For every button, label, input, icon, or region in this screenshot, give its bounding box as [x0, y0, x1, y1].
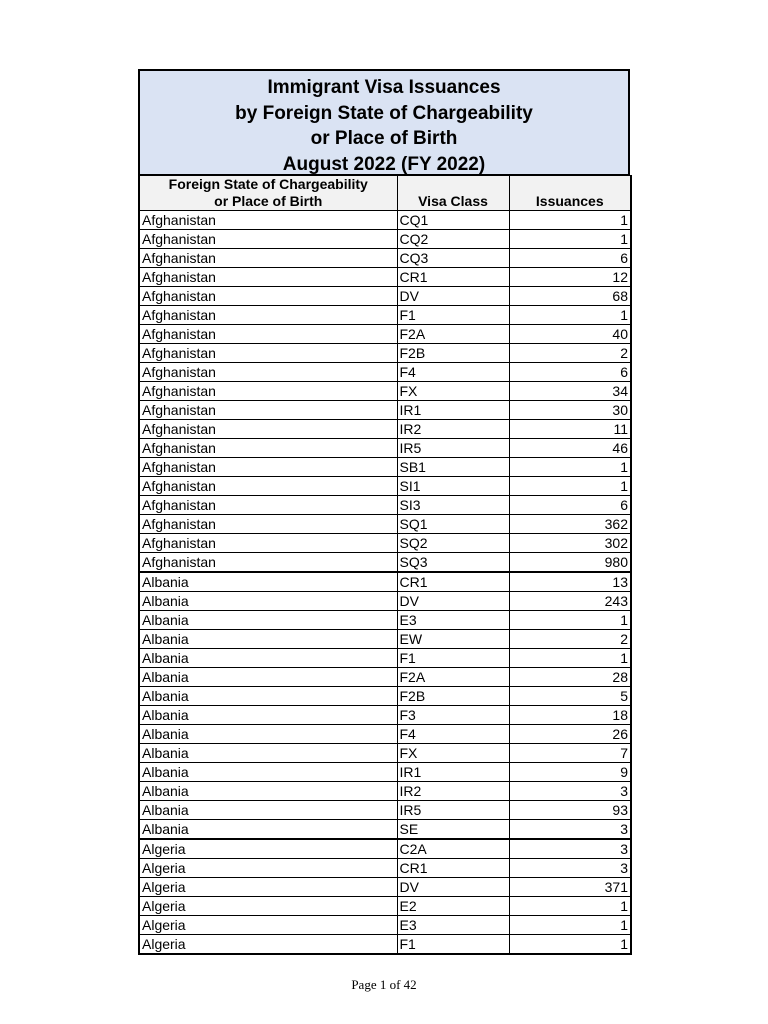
table-row: [139, 363, 631, 382]
cell-state: Albania: [139, 592, 397, 611]
table-row: [139, 306, 631, 325]
cell-issuances: 1: [509, 211, 631, 230]
cell-visa-class: IR5: [397, 801, 509, 820]
cell-state: Albania: [139, 611, 397, 630]
table-row: [139, 439, 631, 458]
cell-issuances: 1: [509, 935, 631, 955]
table-row: [139, 401, 631, 420]
cell-state: Albania: [139, 744, 397, 763]
table-row: [139, 897, 631, 916]
cell-visa-class: IR1: [397, 763, 509, 782]
table-row: [139, 878, 631, 897]
cell-state: Algeria: [139, 839, 397, 859]
table-row: [139, 706, 631, 725]
cell-visa-class: E3: [397, 611, 509, 630]
cell-state: Algeria: [139, 878, 397, 897]
cell-issuances: 6: [509, 249, 631, 268]
table-row: [139, 763, 631, 782]
cell-visa-class: CQ1: [397, 211, 509, 230]
cell-state: Algeria: [139, 859, 397, 878]
cell-visa-class: FX: [397, 744, 509, 763]
cell-state: Albania: [139, 706, 397, 725]
cell-visa-class: CR1: [397, 268, 509, 287]
cell-visa-class: F2B: [397, 687, 509, 706]
cell-visa-class: CQ3: [397, 249, 509, 268]
cell-visa-class: IR5: [397, 439, 509, 458]
table-row: [139, 325, 631, 344]
cell-visa-class: F1: [397, 935, 509, 955]
column-header-visa-class: Visa Class: [397, 176, 509, 211]
cell-state: Afghanistan: [139, 534, 397, 553]
cell-issuances: 34: [509, 382, 631, 401]
cell-issuances: 11: [509, 420, 631, 439]
cell-visa-class: CR1: [397, 859, 509, 878]
table-row: [139, 534, 631, 553]
cell-state: Algeria: [139, 916, 397, 935]
table-row: [139, 496, 631, 515]
cell-visa-class: SQ2: [397, 534, 509, 553]
cell-issuances: 2: [509, 344, 631, 363]
table-row: [139, 420, 631, 439]
cell-state: Afghanistan: [139, 325, 397, 344]
issuance-table: [138, 175, 632, 955]
cell-state: Albania: [139, 801, 397, 820]
cell-issuances: 1: [509, 230, 631, 249]
cell-issuances: 12: [509, 268, 631, 287]
table-row: [139, 801, 631, 820]
cell-issuances: 46: [509, 439, 631, 458]
cell-issuances: 1: [509, 477, 631, 496]
column-header-state-line1: Foreign State of Chargeability: [168, 176, 368, 192]
cell-issuances: 5: [509, 687, 631, 706]
column-header-issuances: Issuances: [509, 176, 631, 211]
cell-state: Albania: [139, 763, 397, 782]
cell-issuances: 3: [509, 820, 631, 840]
table-row: [139, 782, 631, 801]
title-line-4: August 2022 (FY 2022): [282, 153, 486, 175]
table-row: [139, 630, 631, 649]
table-row: [139, 268, 631, 287]
table-row: [139, 668, 631, 687]
cell-visa-class: IR2: [397, 420, 509, 439]
cell-state: Afghanistan: [139, 458, 397, 477]
cell-issuances: 1: [509, 897, 631, 916]
cell-issuances: 371: [509, 878, 631, 897]
cell-state: Albania: [139, 782, 397, 801]
cell-state: Algeria: [139, 897, 397, 916]
cell-visa-class: SI3: [397, 496, 509, 515]
cell-issuances: 1: [509, 649, 631, 668]
cell-issuances: 1: [509, 611, 631, 630]
cell-visa-class: F3: [397, 706, 509, 725]
cell-issuances: 1: [509, 458, 631, 477]
cell-issuances: 302: [509, 534, 631, 553]
table-body: [139, 211, 631, 955]
report-sheet: [138, 69, 630, 955]
cell-state: Afghanistan: [139, 439, 397, 458]
cell-visa-class: F1: [397, 306, 509, 325]
cell-state: Afghanistan: [139, 249, 397, 268]
table-row: [139, 287, 631, 306]
cell-visa-class: SE: [397, 820, 509, 840]
table-row: [139, 211, 631, 230]
cell-visa-class: F2B: [397, 344, 509, 363]
table-row: [139, 458, 631, 477]
table-row: [139, 515, 631, 534]
cell-visa-class: DV: [397, 878, 509, 897]
table-row: [139, 230, 631, 249]
cell-visa-class: DV: [397, 592, 509, 611]
cell-issuances: 30: [509, 401, 631, 420]
cell-state: Afghanistan: [139, 382, 397, 401]
cell-visa-class: E2: [397, 897, 509, 916]
table-row: [139, 916, 631, 935]
table-row: [139, 249, 631, 268]
table-row: [139, 382, 631, 401]
cell-state: Afghanistan: [139, 515, 397, 534]
cell-state: Afghanistan: [139, 477, 397, 496]
table-row: [139, 611, 631, 630]
cell-issuances: 2: [509, 630, 631, 649]
cell-issuances: 18: [509, 706, 631, 725]
cell-visa-class: F2A: [397, 668, 509, 687]
cell-state: Albania: [139, 668, 397, 687]
cell-visa-class: IR2: [397, 782, 509, 801]
column-header-state-line2: or Place of Birth: [214, 193, 323, 209]
cell-issuances: 1: [509, 916, 631, 935]
cell-state: Albania: [139, 630, 397, 649]
table-header-row: [139, 176, 631, 211]
cell-visa-class: SI1: [397, 477, 509, 496]
cell-issuances: 26: [509, 725, 631, 744]
cell-visa-class: F1: [397, 649, 509, 668]
table-row: [139, 572, 631, 592]
table-row: [139, 344, 631, 363]
cell-visa-class: EW: [397, 630, 509, 649]
cell-issuances: 362: [509, 515, 631, 534]
table-row: [139, 820, 631, 840]
cell-issuances: 3: [509, 839, 631, 859]
cell-state: Afghanistan: [139, 363, 397, 382]
cell-visa-class: F2A: [397, 325, 509, 344]
cell-state: Algeria: [139, 935, 397, 955]
cell-state: Albania: [139, 687, 397, 706]
cell-state: Afghanistan: [139, 306, 397, 325]
page-number: Page 1 of 42: [351, 977, 417, 992]
cell-state: Afghanistan: [139, 420, 397, 439]
report-title: [138, 69, 630, 175]
cell-issuances: 28: [509, 668, 631, 687]
cell-issuances: 6: [509, 496, 631, 515]
cell-issuances: 3: [509, 782, 631, 801]
cell-issuances: 93: [509, 801, 631, 820]
cell-issuances: 243: [509, 592, 631, 611]
cell-issuances: 6: [509, 363, 631, 382]
cell-state: Afghanistan: [139, 268, 397, 287]
table-row: [139, 744, 631, 763]
cell-issuances: 40: [509, 325, 631, 344]
cell-visa-class: CR1: [397, 572, 509, 592]
table-row: [139, 935, 631, 955]
cell-issuances: 980: [509, 553, 631, 573]
table-row: [139, 553, 631, 573]
cell-state: Albania: [139, 572, 397, 592]
table-row: [139, 859, 631, 878]
cell-visa-class: SQ1: [397, 515, 509, 534]
cell-visa-class: SQ3: [397, 553, 509, 573]
cell-state: Afghanistan: [139, 496, 397, 515]
cell-state: Albania: [139, 649, 397, 668]
title-line-2: by Foreign State of Chargeability: [235, 102, 533, 124]
table-row: [139, 687, 631, 706]
cell-issuances: 13: [509, 572, 631, 592]
cell-state: Afghanistan: [139, 230, 397, 249]
cell-visa-class: CQ2: [397, 230, 509, 249]
table-row: [139, 592, 631, 611]
cell-issuances: 1: [509, 306, 631, 325]
cell-state: Afghanistan: [139, 344, 397, 363]
cell-issuances: 3: [509, 859, 631, 878]
cell-visa-class: E3: [397, 916, 509, 935]
cell-state: Afghanistan: [139, 287, 397, 306]
cell-visa-class: IR1: [397, 401, 509, 420]
cell-visa-class: C2A: [397, 839, 509, 859]
cell-state: Albania: [139, 725, 397, 744]
cell-visa-class: FX: [397, 382, 509, 401]
cell-issuances: 7: [509, 744, 631, 763]
cell-issuances: 9: [509, 763, 631, 782]
cell-state: Afghanistan: [139, 553, 397, 573]
cell-issuances: 68: [509, 287, 631, 306]
cell-state: Albania: [139, 820, 397, 840]
title-line-3: or Place of Birth: [310, 128, 458, 149]
cell-visa-class: F4: [397, 725, 509, 744]
cell-visa-class: DV: [397, 287, 509, 306]
cell-state: Afghanistan: [139, 211, 397, 230]
cell-visa-class: SB1: [397, 458, 509, 477]
table-row: [139, 649, 631, 668]
table-row: [139, 725, 631, 744]
table-row: [139, 839, 631, 859]
cell-visa-class: F4: [397, 363, 509, 382]
cell-state: Afghanistan: [139, 401, 397, 420]
table-row: [139, 477, 631, 496]
column-header-state: [139, 176, 397, 211]
title-line-1: Immigrant Visa Issuances: [267, 77, 501, 98]
